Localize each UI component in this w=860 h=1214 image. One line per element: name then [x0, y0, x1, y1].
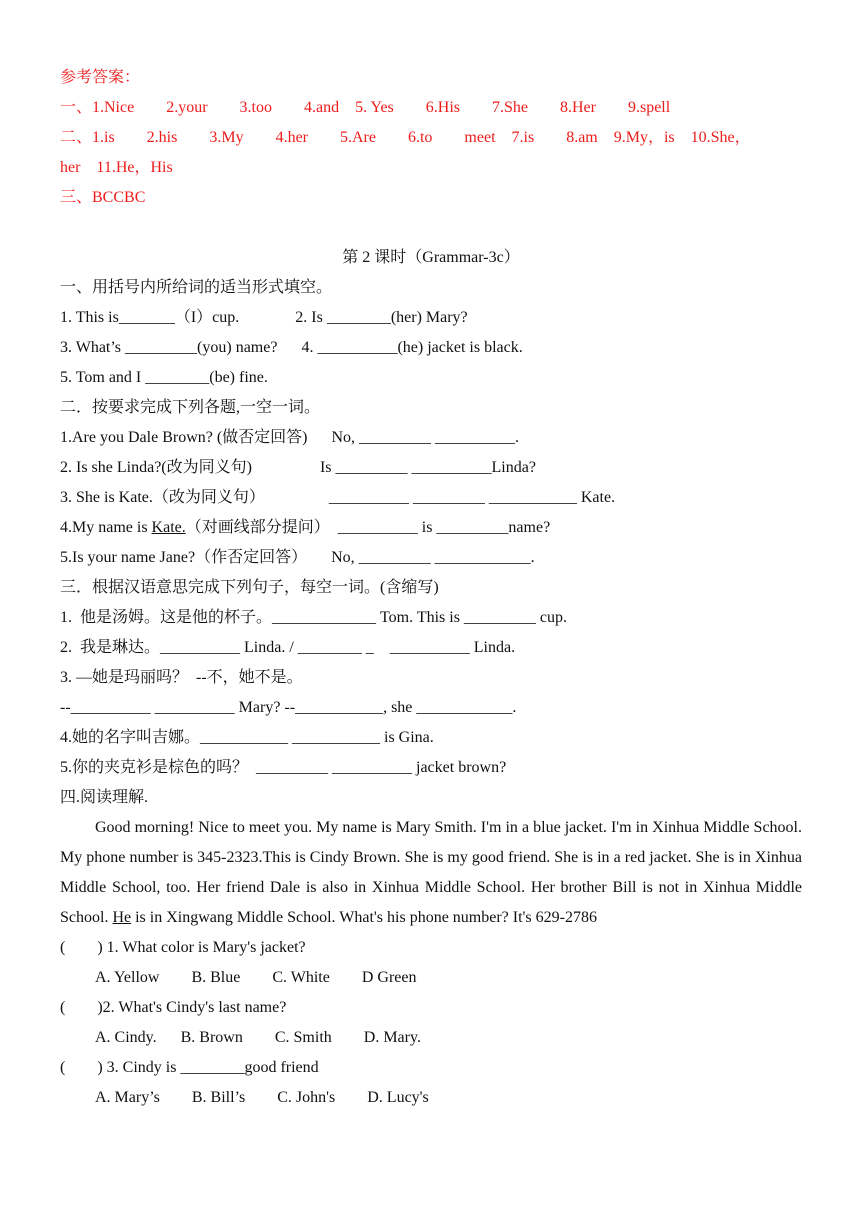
spacer	[60, 213, 802, 243]
line4-suffix: （对画线部分提问） __________ is _________name?	[185, 519, 551, 536]
section2-heading: 二．按要求完成下列各题,一空一词。	[60, 399, 321, 416]
document-page	[60, 63, 802, 1113]
section3-line3: 3. —她是玛丽吗？ --不，她不是。	[60, 669, 303, 686]
section1-heading: 一、用括号内所给词的适当形式填空。	[60, 279, 333, 296]
underlined-word: Kate.	[151, 519, 186, 536]
question-1-options: A. Yellow B. Blue C. White D Green	[95, 969, 417, 986]
reading-passage	[60, 813, 802, 933]
answers-part2-line2: her 11.He，His	[60, 159, 173, 176]
answers-part1: 一、1.Nice 2.your 3.too 4.and 5. Yes 6.His 7.She 8.Her 9.spell	[60, 99, 671, 116]
passage-text-2: is in Xingwang Middle School. What's his phone number? It's 629-2786	[131, 909, 597, 926]
question-3: ( ) 3. Cindy is ________good friend	[60, 1059, 319, 1076]
answers-title: 参考答案：	[60, 69, 141, 86]
section3-line6: 5.你的夹克衫是棕色的吗？ _________ __________ jacket brown?	[60, 759, 507, 776]
section2-line5: 5.Is your name Jane?（作否定回答） No, _________ ____________.	[60, 549, 535, 566]
section2-line1: 1.Are you Dale Brown? (做否定回答) No, _________ __________.	[60, 429, 520, 446]
answers-part3: 三、BCCBC	[60, 189, 146, 206]
line4-prefix: 4.My name is	[60, 519, 152, 536]
section3-line4: --__________ __________ Mary? --___________, she ____________.	[60, 699, 517, 716]
question-3-options: A. Mary’s B. Bill’s C. John's D. Lucy's	[95, 1089, 429, 1106]
answers-part2-line1: 二、1.is 2.his 3.My 4.her 5.Are 6.to meet 7.is 8.am 9.My，is 10.She，	[60, 129, 751, 146]
section1-line1: 1. This is_______（I）cup. 2. Is ________(her) Mary?	[60, 309, 468, 326]
question-2-options: A. Cindy. B. Brown C. Smith D. Mary.	[95, 1029, 421, 1046]
lesson-title: 第 2 课时（Grammar-3c）	[342, 249, 520, 266]
section3-line2: 2. 我是琳达。__________ Linda. / ________ _ __________ Linda.	[60, 639, 516, 656]
section1-line2: 3. What’s _________(you) name? 4. __________(he) jacket is black.	[60, 339, 523, 356]
section3-line1: 1. 他是汤姆。这是他的杯子。_____________ Tom. This is _________ cup.	[60, 609, 568, 626]
section1-line3: 5. Tom and I ________(be) fine.	[60, 369, 268, 386]
section2-line3: 3. She is Kate.（改为同义句） __________ _________ ___________ Kate.	[60, 489, 616, 506]
section2-line2: 2. Is she Linda?(改为同义句) Is _________ __________Linda?	[60, 459, 536, 476]
question-2: ( )2. What's Cindy's last name?	[60, 999, 287, 1016]
section4-heading: 四.阅读理解.	[60, 789, 149, 806]
section3-heading: 三．根据汉语意思完成下列句子，每空一词。(含缩写)	[60, 579, 439, 596]
section2-line4	[60, 513, 802, 543]
question-1: ( ) 1. What color is Mary's jacket?	[60, 939, 306, 956]
section3-line5: 4.她的名字叫吉娜。___________ ___________ is Gina.	[60, 729, 434, 746]
passage-text-1: Good morning! Nice to meet you. My name is Mary Smith. I'm in a blue jacket. I'm in Xinhua Middle School. My phone number is 345-2323.This is Cindy Brown. She is my good friend. She is in a red jacket. She is in Xinhua Middle School, too. Her friend Dale is also in Xinhua Middle School. Her brother Bill is not in Xinhua Middle School.	[60, 819, 802, 926]
passage-underlined: He	[112, 909, 132, 926]
